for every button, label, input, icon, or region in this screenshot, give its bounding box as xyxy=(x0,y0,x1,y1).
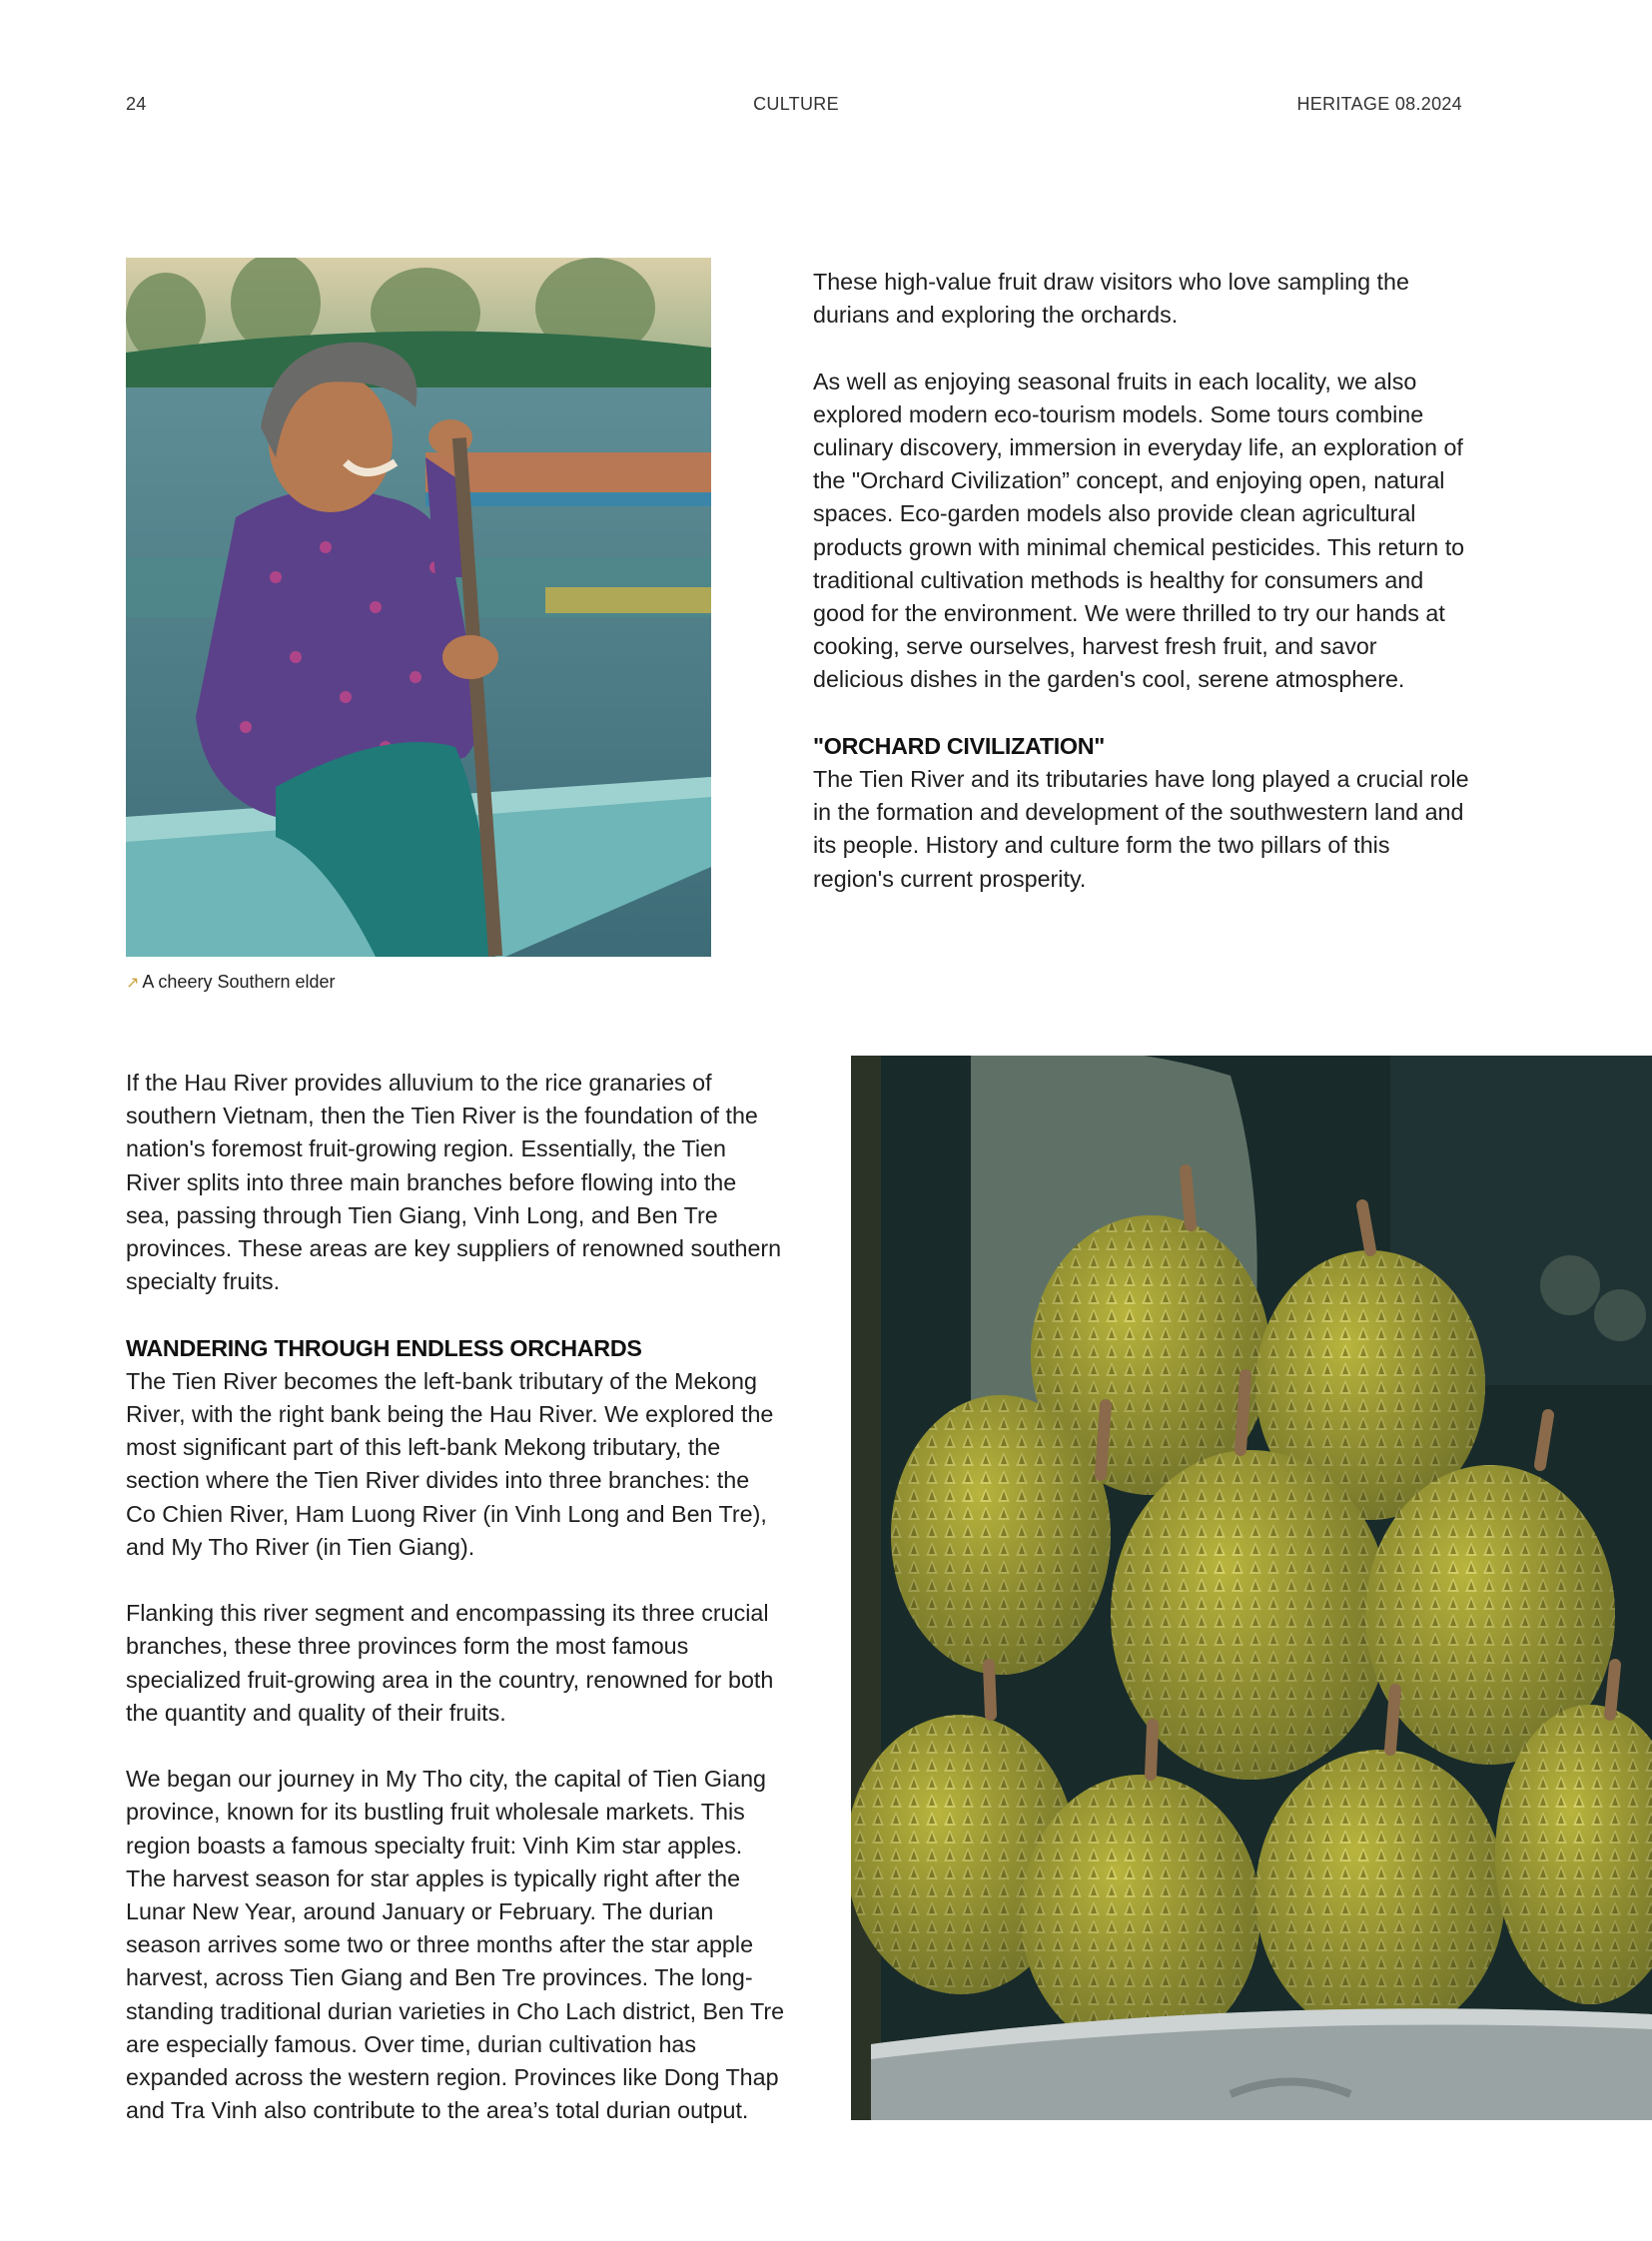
body-paragraph: If the Hau River provides alluvium to the rice granaries of southern Vietnam, then the Tien River is the foundation of the nation's foremost fruit-growing region. Essentially, the Tien River splits into three main branches before flowing into the sea, passing through Tien Giang, Vinh Long, and Ben Tre provinces. These areas are key suppliers of renowned southern specialty fruits. xyxy=(126,1070,782,1295)
body-paragraph: The Tien River becomes the left-bank tributary of the Mekong River, with the right bank being the Hau River. We explored the most significant part of this left-bank Mekong tributary, the section where the Tien River divides into three branches: the Co Chien River, Ham Luong River (in Vinh Long and Ben Tre), and My Tho River (in Tien Giang). xyxy=(126,1367,774,1560)
section-heading: "ORCHARD CIVILIZATION" xyxy=(813,732,1106,759)
body-paragraph: Flanking this river segment and encompassing its three crucial branches, these three provinces form the most famous specialized fruit-growing area in the country, renowned for both the quantity and quality of their fruits. xyxy=(126,1600,774,1726)
caption-text: A cheery Southern elder xyxy=(142,972,336,992)
body-paragraph: The Tien River and its tributaries have long played a crucial role in the formation and development of the southwestern land and its people. History and culture form the two pillars of this region's current prosperity. xyxy=(813,766,1469,892)
elder-photo-caption xyxy=(126,972,336,993)
page-number: 24 xyxy=(126,94,147,114)
elder-photo xyxy=(126,258,711,957)
durian-photo xyxy=(851,1056,1652,2120)
issue-label: HERITAGE 08.2024 xyxy=(1296,94,1462,114)
left-text-column xyxy=(126,1067,785,2127)
section-heading: WANDERING THROUGH ENDLESS ORCHARDS xyxy=(126,1334,642,1361)
right-text-column xyxy=(813,266,1472,896)
body-paragraph: As well as enjoying seasonal fruits in each locality, we also explored modern eco-tourism models. Some tours combine culinary discovery, immersion in everyday life, an exploration of the "Orchard Civilization” concept, and enjoying open, natural spaces. Eco-garden models also provide clean agricultural products grown with minimal chemical pesticides. This return to traditional cultivation methods is healthy for consumers and good for the environment. We were thrilled to try our hands at cooking, serve ourselves, harvest fresh fruit, and savor delicious dishes in the garden's cool, serene atmosphere. xyxy=(813,368,1465,693)
body-paragraph: These high-value fruit draw visitors who love sampling the durians and exploring the orchards. xyxy=(813,269,1409,329)
section-label: CULTURE xyxy=(753,94,839,114)
arrow-icon: ↗ xyxy=(126,975,140,992)
body-paragraph: We began our journey in My Tho city, the capital of Tien Giang province, known for its bustling fruit wholesale markets. This region boasts a famous specialty fruit: Vinh Kim star apples. The harvest season for star apples is typically right after the Lunar New Year, around January or February. The durian season arrives some two or three months after the star apple harvest, across Tien Giang and Ben Tre provinces. The long-standing traditional durian varieties in Cho Lach district, Ben Tre are especially famous. Over time, durian cultivation has expanded across the western region. Provinces like Dong Thap and Tra Vinh also contribute to the area’s total durian output. xyxy=(126,1766,785,2124)
